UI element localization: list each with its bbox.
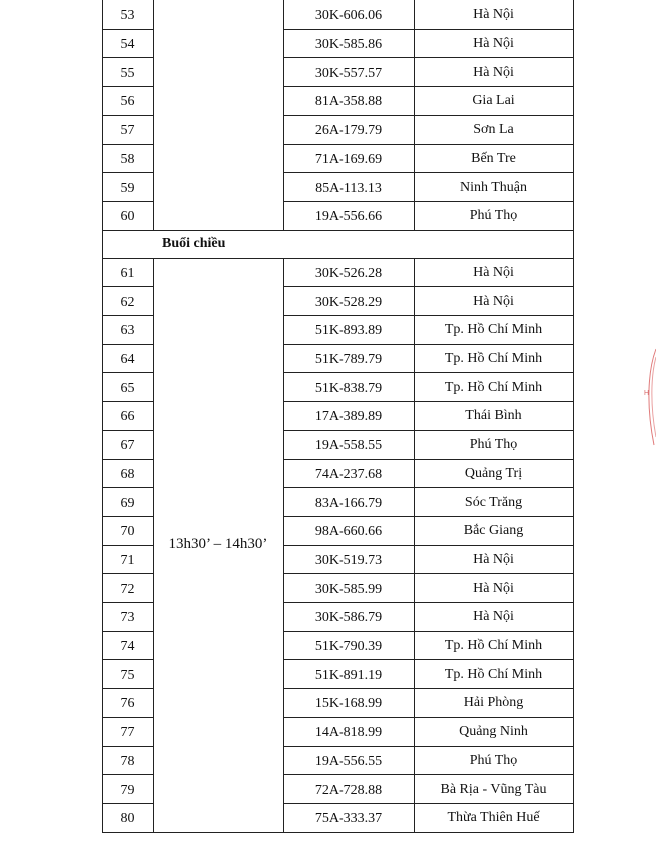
row-province: Sóc Trăng [464,494,523,510]
row-plate: 71A-169.69 [314,151,383,167]
row-divider [102,573,154,574]
row-divider [102,401,154,402]
row-province: Tp. Hồ Chí Minh [444,638,543,654]
row-divider [102,545,154,546]
row-number: 53 [120,8,135,24]
row-number: 54 [120,37,135,53]
row-number: 77 [120,725,135,741]
row-divider [102,430,154,431]
row-plate: 17A-389.89 [314,409,383,425]
row-province: Bắc Giang [463,523,524,539]
row-divider [102,688,154,689]
row-number: 71 [120,552,135,568]
section-label-afternoon: Buổi chiều [162,235,226,251]
row-plate: 83A-166.79 [314,495,383,511]
row-divider [102,774,154,775]
row-divider [102,115,154,116]
row-plate: 30K-526.28 [314,265,383,281]
row-divider [102,803,154,804]
row-number: 72 [120,581,135,597]
row-province: Hà Nội [473,551,514,567]
row-divider [102,832,574,833]
row-divider [102,344,154,345]
row-plate: 26A-179.79 [314,123,383,139]
row-number: 59 [120,180,135,196]
row-number: 74 [120,639,135,655]
row-province: Tp. Hồ Chí Minh [444,666,543,682]
row-province: Hải Phòng [463,695,524,711]
row-plate: 51K-790.39 [314,639,383,655]
row-number: 69 [120,495,135,511]
row-plate: 74A-237.68 [314,466,383,482]
row-number: 58 [120,151,135,167]
row-number: 56 [120,94,135,110]
row-province: Tp. Hồ Chí Minh [444,351,543,367]
row-divider [102,459,154,460]
svg-text:H: H [644,390,650,397]
row-plate: 30K-606.06 [314,8,383,24]
red-stamp-edge [642,345,656,450]
row-divider [102,717,154,718]
row-province: Gia Lai [472,93,515,109]
row-divider [102,86,154,87]
row-divider [102,372,154,373]
row-plate: 51K-891.19 [314,667,383,683]
row-province: Phú Thọ [469,437,518,453]
row-plate: 75A-333.37 [314,811,383,827]
row-plate: 98A-660.66 [314,524,383,540]
row-number: 62 [120,294,135,310]
row-number: 63 [120,323,135,339]
row-number: 73 [120,610,135,626]
row-plate: 81A-358.88 [314,94,383,110]
row-number: 66 [120,409,135,425]
row-province: Tp. Hồ Chí Minh [444,379,543,395]
row-province: Hà Nội [473,64,514,80]
row-number: 76 [120,696,135,712]
table-border-right [573,0,574,832]
row-number: 68 [120,466,135,482]
time-slot-cell: 13h30’ – 14h30’ [168,536,268,553]
row-number: 55 [120,65,135,81]
row-province: Hà Nội [473,36,514,52]
row-plate: 85A-113.13 [315,180,382,196]
row-province: Bến Tre [471,150,516,166]
row-divider [102,487,154,488]
row-plate: 30K-528.29 [314,294,383,310]
row-plate: 51K-789.79 [314,352,383,368]
row-divider [102,602,154,603]
row-province: Hà Nội [473,264,514,280]
row-plate: 72A-728.88 [314,782,383,798]
row-plate: 19A-558.55 [314,438,383,454]
row-divider [102,286,154,287]
row-number: 61 [120,265,135,281]
row-divider [102,746,154,747]
row-province: Tp. Hồ Chí Minh [444,322,543,338]
row-plate: 30K-557.57 [314,65,383,81]
row-divider [102,631,154,632]
row-province: Hà Nội [473,580,514,596]
row-plate: 30K-585.99 [314,581,383,597]
row-province: Sơn La [473,122,514,138]
row-divider [102,315,154,316]
row-plate: 30K-585.86 [314,37,383,53]
row-number: 65 [120,380,135,396]
row-plate: 51K-893.89 [314,323,383,339]
row-plate: 19A-556.55 [314,753,383,769]
row-divider [102,29,154,30]
row-plate: 30K-586.79 [314,610,383,626]
row-province: Phú Thọ [469,752,518,768]
row-plate: 30K-519.73 [314,552,383,568]
row-province: Quảng Trị [464,465,523,481]
row-province: Bà Rịa - Vũng Tàu [440,781,547,797]
row-number: 80 [120,811,135,827]
row-divider [102,172,154,173]
row-province: Hà Nội [473,609,514,625]
row-number: 60 [120,209,135,225]
row-plate: 19A-556.66 [314,209,383,225]
row-plate: 15K-168.99 [314,696,383,712]
row-divider [102,201,154,202]
row-province: Ninh Thuận [459,179,527,195]
row-number: 78 [120,753,135,769]
row-number: 70 [120,524,135,540]
row-province: Thừa Thiên Huế [447,810,540,826]
row-province: Thái Bình [465,408,522,424]
row-plate: 14A-818.99 [314,725,383,741]
row-number: 64 [120,352,135,368]
row-divider [102,144,154,145]
row-number: 75 [120,667,135,683]
row-divider [102,57,154,58]
row-province: Quảng Ninh [459,724,528,740]
row-divider [102,516,154,517]
row-number: 79 [120,782,135,798]
row-province: Hà Nội [473,293,514,309]
row-plate: 51K-838.79 [314,380,383,396]
row-number: 57 [120,123,135,139]
row-divider [102,659,154,660]
row-province: Hà Nội [473,7,514,23]
row-province: Phú Thọ [469,208,518,224]
row-number: 67 [120,438,135,454]
